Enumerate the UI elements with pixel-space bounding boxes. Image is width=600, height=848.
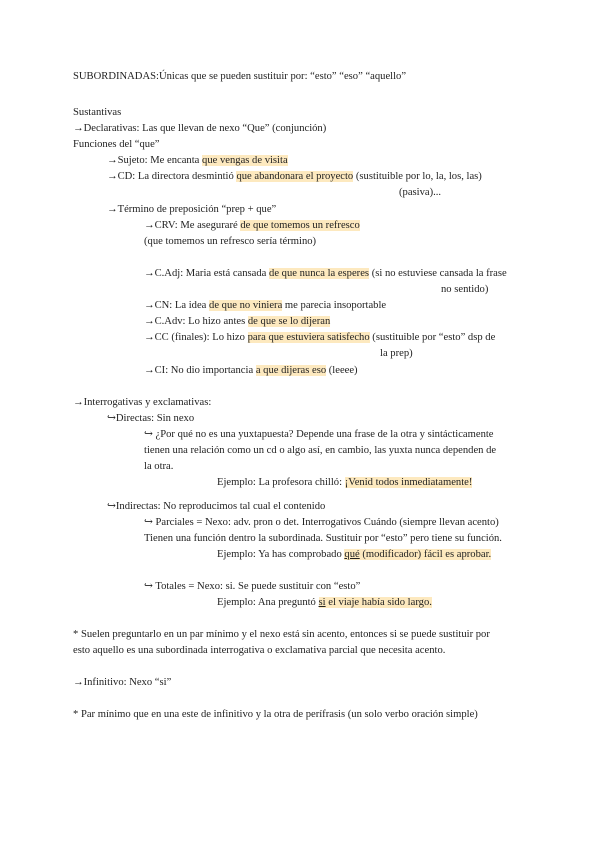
interrogativas-heading: →Interrogativas y exclamativas: bbox=[73, 397, 212, 408]
parciales-ejemplo-underlined: qué bbox=[344, 549, 360, 560]
directas-line-2: tienen una relación como un cd o algo así, en cambio, las yuxta nunca dependen de bbox=[144, 445, 497, 456]
parciales-line-2: Tienen una función dentro la subordinada. Sustituir por “esto” pero tiene su función. bbox=[144, 533, 502, 544]
directas-line-3: la otra. bbox=[144, 461, 174, 472]
cadj-note-cont: no sentido) bbox=[441, 284, 489, 295]
indirectas-label: ↪Indirectas: No reproducimos tal cual el contenido bbox=[107, 501, 326, 512]
directas-label: ↪Directas: Sin nexo bbox=[107, 413, 195, 424]
parciales-ejemplo bbox=[217, 548, 491, 562]
nota-2-line: * Par mínimo que en una este de infinitivo y la otra de perífrasis (un solo verbo oración simple) bbox=[73, 709, 478, 720]
cadv-text: →C.Adv: Lo hizo antes bbox=[144, 316, 248, 327]
page-title: SUBORDINADAS:Únicas que se pueden sustituir por: “esto” “eso” “aquello” bbox=[73, 71, 407, 82]
cadv-highlight: de que se lo dijeran bbox=[247, 316, 331, 327]
cn-post: me parecia insoportable bbox=[282, 300, 387, 311]
nota-1-line-1: * Suelen preguntarlo en un par mínimo y el nexo está sin acento, entonces si se puede sustituir por bbox=[73, 629, 490, 640]
directas-ejemplo bbox=[217, 476, 472, 490]
cadj-note: (si no estuviese cansada la frase bbox=[369, 268, 507, 279]
crv-text: →CRV: Me aseguraré bbox=[144, 220, 241, 231]
crv-line bbox=[144, 219, 360, 233]
crv-note: (que tomemos un refresco sería término) bbox=[144, 236, 317, 247]
parciales-ejemplo-highlight: (modificador) fácil es aprobar. bbox=[359, 549, 492, 560]
totales-ejemplo bbox=[217, 596, 432, 610]
ci-line bbox=[144, 364, 358, 378]
cd-note-cont: (pasiva)... bbox=[399, 187, 442, 198]
cn-text: →CN: La idea bbox=[144, 300, 210, 311]
cc-text: →CC (finales): Lo hizo bbox=[144, 332, 248, 343]
ci-highlight: a que dijeras eso bbox=[255, 365, 327, 376]
cadj-highlight: de que nunca la esperes bbox=[269, 268, 370, 279]
cd-line bbox=[107, 170, 482, 184]
parciales-line-1: ↪ Parciales = Nexo: adv. pron o det. Interrogativos Cuándo (siempre llevan acento) bbox=[144, 517, 499, 528]
cd-text: →CD: La directora desmintió bbox=[107, 171, 237, 182]
parciales-ejemplo-text: Ejemplo: Ya has comprobado bbox=[217, 549, 345, 560]
cc-highlight: para que estuviera satisfecho bbox=[247, 332, 370, 343]
cadj-text: →C.Adj: Maria está cansada bbox=[144, 268, 270, 279]
cn-line bbox=[144, 299, 386, 313]
sujeto-text: →Sujeto: Me encanta bbox=[107, 155, 203, 166]
cadv-line bbox=[144, 315, 330, 329]
cd-note: (sustituible por lo, la, los, las) bbox=[353, 171, 482, 182]
cn-highlight: de que no viniera bbox=[209, 300, 283, 311]
totales-ejemplo-underlined: si bbox=[318, 597, 326, 608]
cadj-line bbox=[144, 267, 507, 281]
ci-post: (leeee) bbox=[326, 365, 358, 376]
sujeto-highlight: que vengas de visita bbox=[202, 155, 288, 166]
directas-line-1: ↪ ¿Por qué no es una yuxtapuesta? Depende una frase de la otra y sintácticamente bbox=[144, 429, 494, 440]
crv-highlight: de que tomemos un refresco bbox=[240, 220, 360, 231]
cc-note: (sustituible por “esto” dsp de bbox=[369, 332, 496, 343]
sujeto-line bbox=[107, 154, 288, 168]
ci-text: →CI: No dio importancia bbox=[144, 365, 256, 376]
termino-line: →Término de preposición “prep + que” bbox=[107, 204, 277, 215]
declarativas-line: →Declarativas: Las que llevan de nexo “Que” (conjunción) bbox=[73, 123, 327, 134]
cc-note-cont: la prep) bbox=[380, 348, 413, 359]
nota-1-line-2: esto aquello es una subordinada interrogativa o exclamativa parcial que necesita acento. bbox=[73, 645, 446, 656]
cd-highlight: que abandonara el proyecto bbox=[236, 171, 354, 182]
funciones-line: Funciones del “que” bbox=[73, 139, 160, 150]
directas-ejemplo-highlight: ¡Venid todos inmediatamente! bbox=[344, 477, 473, 488]
totales-ejemplo-highlight: el viaje había sido largo. bbox=[325, 597, 432, 608]
cc-line bbox=[144, 331, 495, 345]
totales-line-1: ↪ Totales = Nexo: si. Se puede sustituir con “esto” bbox=[144, 581, 361, 592]
directas-ejemplo-text: Ejemplo: La profesora chilló: bbox=[217, 477, 345, 488]
infinitivo-line: →Infinitivo: Nexo “si” bbox=[73, 677, 172, 688]
sustantivas-heading: Sustantivas bbox=[73, 107, 122, 118]
totales-ejemplo-text: Ejemplo: Ana preguntó bbox=[217, 597, 319, 608]
